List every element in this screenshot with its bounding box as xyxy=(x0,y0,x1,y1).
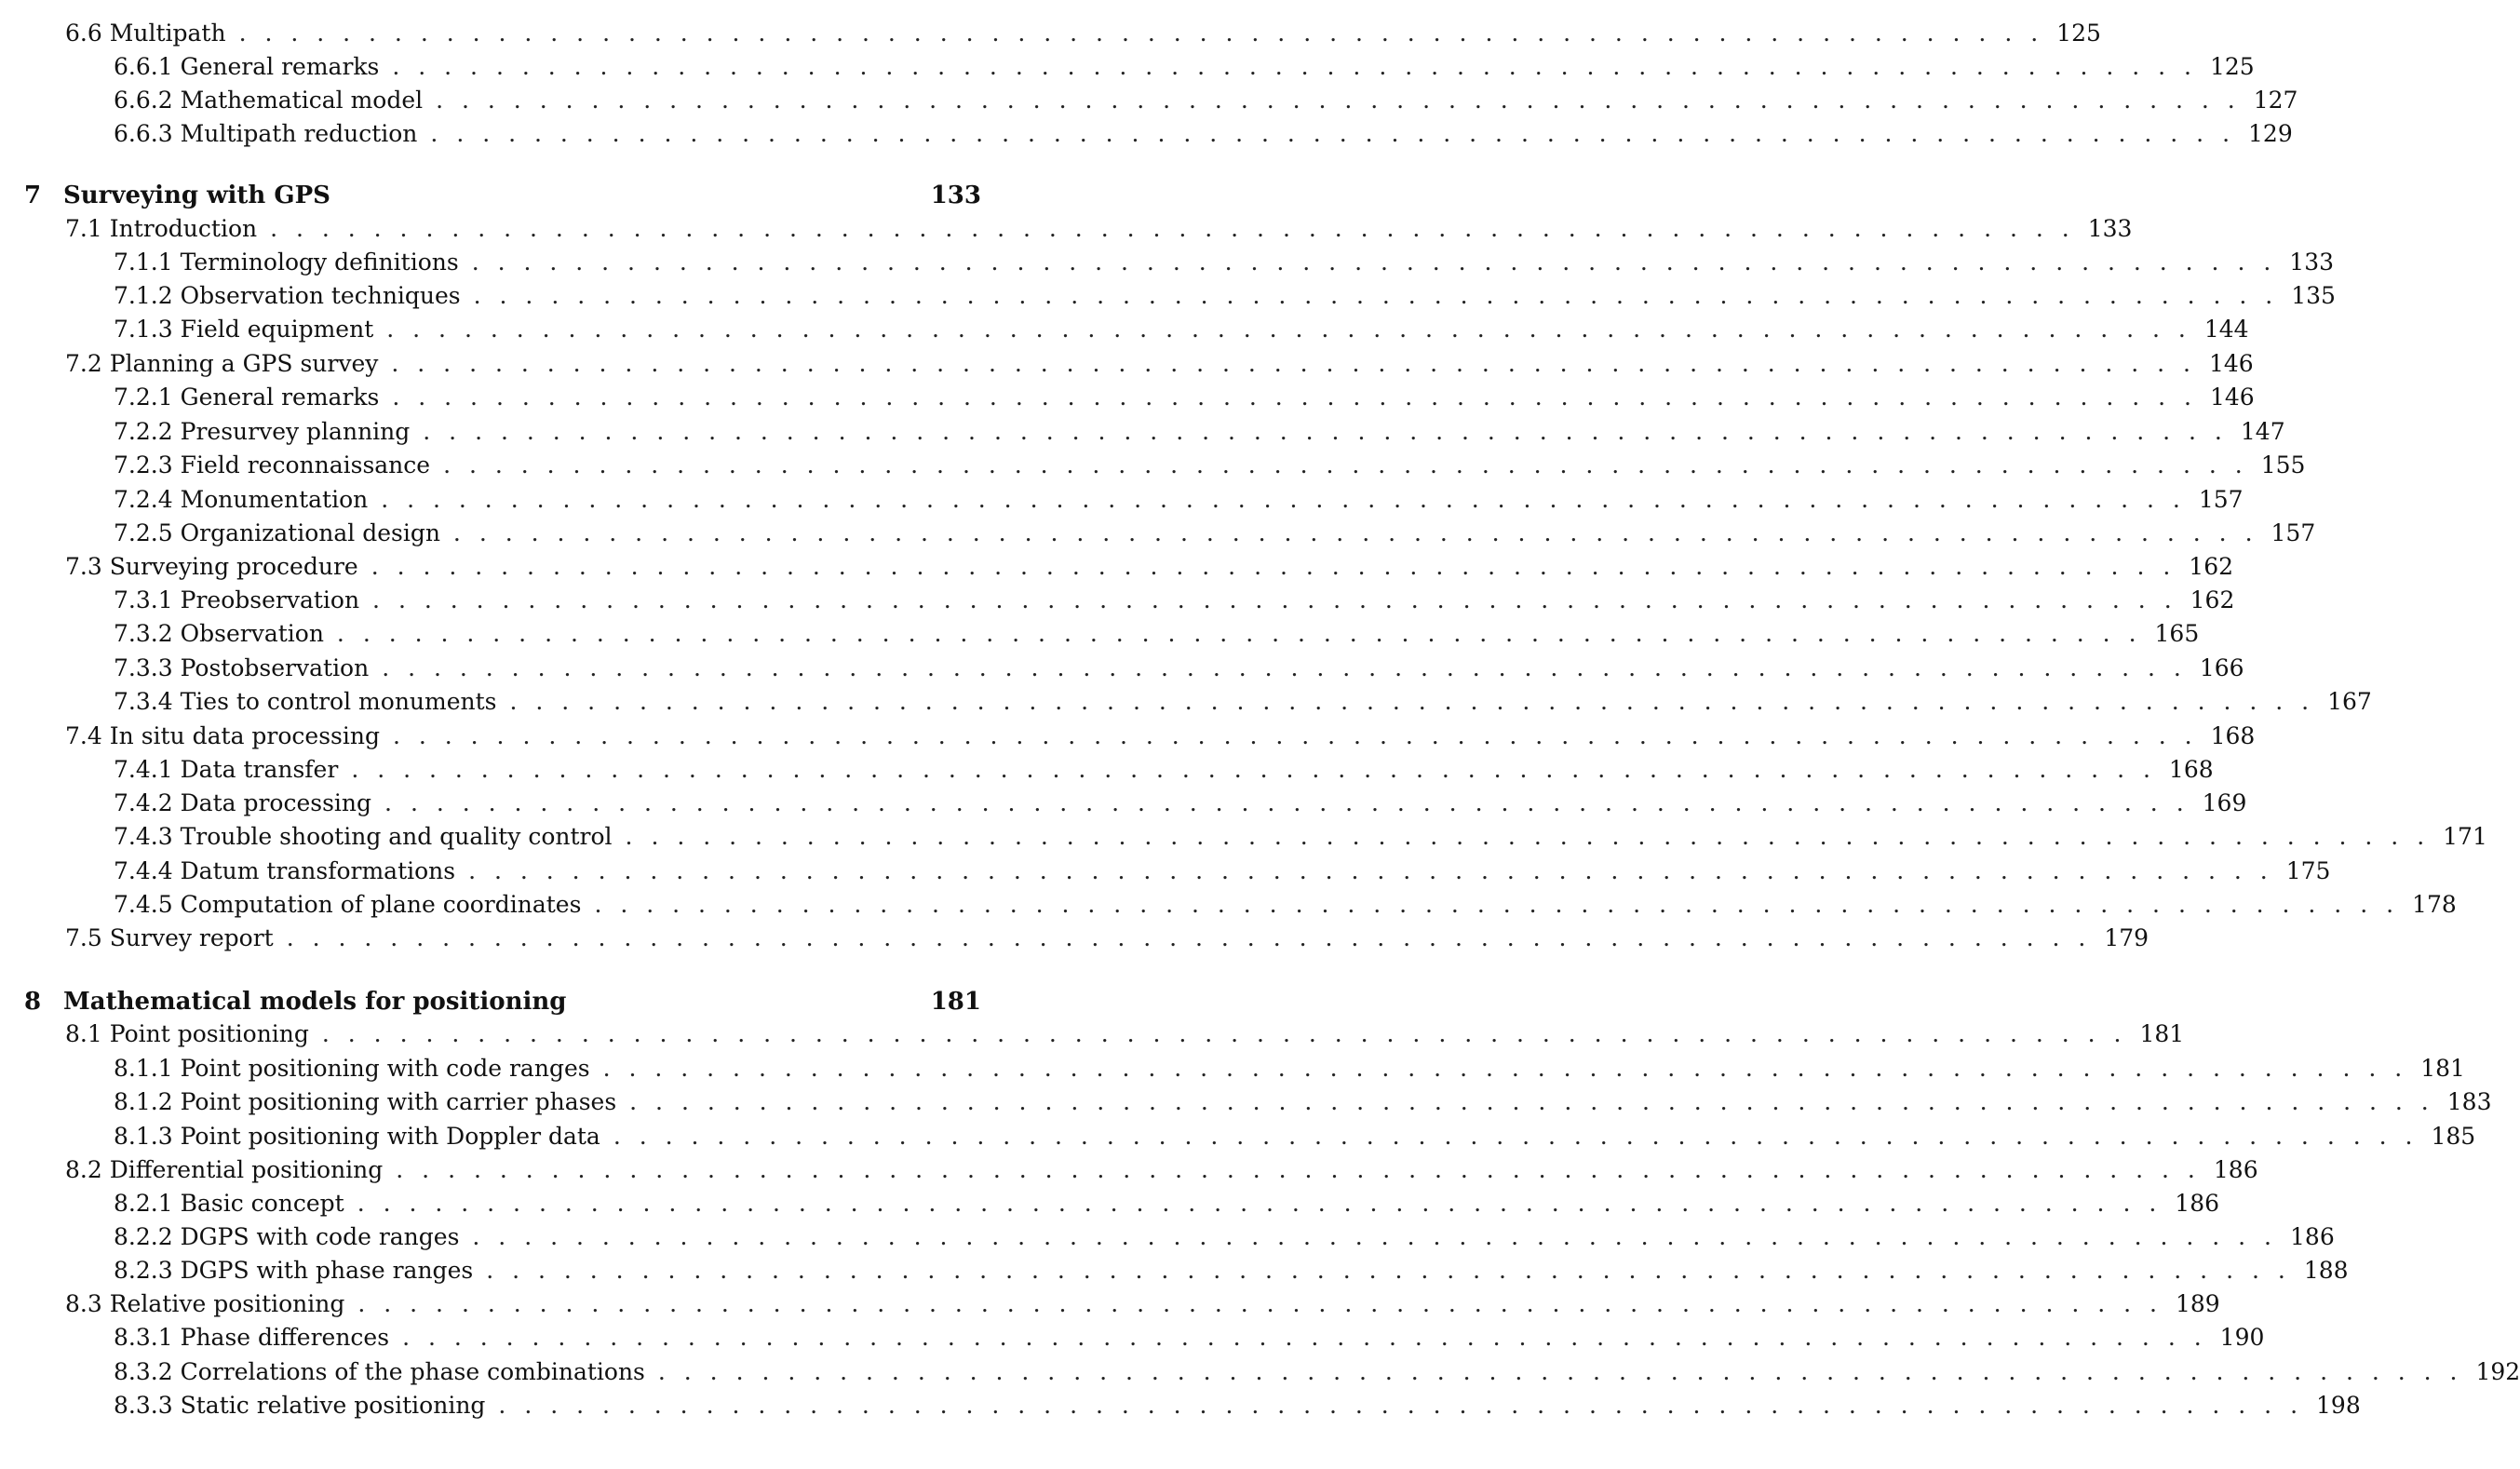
section-number: 7.1.3 xyxy=(114,316,173,343)
section-title: Field equipment xyxy=(180,316,374,343)
dot-leader: . . . . . . . . . . . . . . . . . . . . . . . . . . . . . . . . . . . . . . . . . . . . . . . . . . . . . . . . . . . . . . . . . . . . . . xyxy=(270,215,2075,242)
chapter-title: Surveying with GPS xyxy=(63,182,330,209)
section-title: Mathematical model xyxy=(180,87,424,114)
section-number: 7.2.1 xyxy=(114,384,173,411)
dot-leader: . . . . . . . . . . . . . . . . . . . . . . . . . . . . . . . . . . . . . . . . . . . . . . . . . . . . . . . . . . . . . . . . . . . . . . xyxy=(509,688,2315,715)
page-number: 179 xyxy=(2104,924,2149,951)
page-number: 146 xyxy=(2209,384,2255,411)
toc-section-row[interactable] xyxy=(0,550,2234,584)
page-number: 189 xyxy=(2175,1290,2220,1317)
dot-leader: . . . . . . . . . . . . . . . . . . . . . . . . . . . . . . . . . . . . . . . . . . . . . . . . . . . . . . . . . . . . . . . . . . . . . . xyxy=(357,1290,2163,1317)
section-title: Postobservation xyxy=(180,654,370,681)
chapter-number: 7 xyxy=(24,182,42,209)
toc-subsection-row[interactable] xyxy=(0,753,2214,787)
dot-leader: . . . . . . . . . . . . . . . . . . . . . . . . . . . . . . . . . . . . . . . . . . . . . . . . . . . . . . . . . . . . . . . . . . . . . . xyxy=(472,1223,2278,1250)
dot-leader: . . . . . . . . . . . . . . . . . . . . . . . . . . . . . . . . . . . . . . . . . . . . . . . . . . . . . . . . . . . . . . . . . . . . . . xyxy=(468,857,2273,884)
section-number: 8.3.1 xyxy=(114,1324,173,1351)
dot-leader: . . . . . . . . . . . . . . . . . . . . . . . . . . . . . . . . . . . . . . . . . . . . . . . . . . . . . . . . . . . . . . . . . . . . . . xyxy=(372,586,2177,613)
toc-subsection-row[interactable] xyxy=(0,50,2255,84)
page-number: 162 xyxy=(2190,586,2235,613)
section-title: General remarks xyxy=(180,384,380,411)
toc-subsection-row[interactable] xyxy=(0,888,2457,922)
section-number: 7.5 xyxy=(65,924,102,951)
page-number: 198 xyxy=(2316,1392,2361,1419)
section-title: Trouble shooting and quality control xyxy=(180,823,613,850)
toc-section-row[interactable] xyxy=(0,17,2101,50)
section-number: 7.4.2 xyxy=(114,789,173,816)
page-number: 146 xyxy=(2209,350,2254,377)
page-number: 192 xyxy=(2475,1358,2520,1385)
section-title: Ties to control monuments xyxy=(180,688,497,715)
toc-subsection-row[interactable] xyxy=(0,617,2200,651)
section-number: 8.1.1 xyxy=(114,1055,173,1082)
page-number: 165 xyxy=(2154,620,2200,647)
page-number: 171 xyxy=(2443,823,2487,850)
page-number: 185 xyxy=(2431,1123,2476,1150)
section-title: Multipath reduction xyxy=(180,120,418,147)
dot-leader: . . . . . . . . . . . . . . . . . . . . . . . . . . . . . . . . . . . . . . . . . . . . . . . . . . . . . . . . . . . . . . . . . . . . . . xyxy=(443,451,2248,478)
section-title: Introduction xyxy=(109,215,258,242)
section-number: 8.2.2 xyxy=(114,1223,173,1250)
dot-leader: . . . . . . . . . . . . . . . . . . . . . . . . . . . . . . . . . . . . . . . . . . . . . . . . . . . . . . . . . . . . . . . . . . . . . . xyxy=(286,924,2092,951)
toc-subsection-row[interactable] xyxy=(0,855,2331,888)
section-number: 8.2.1 xyxy=(114,1190,173,1217)
toc-subsection-row[interactable] xyxy=(0,246,2335,279)
section-title: Preobservation xyxy=(180,586,360,613)
toc-subsection-row[interactable] xyxy=(0,84,2298,117)
dot-leader: . . . . . . . . . . . . . . . . . . . . . . . . . . . . . . . . . . . . . . . . . . . . . . . . . . . . . . . . . . . . . . . . . . . . . . xyxy=(436,87,2241,114)
dot-leader: . . . . . . . . . . . . . . . . . . . . . . . . . . . . . . . . . . . . . . . . . . . . . . . . . . . . . . . . . . . . . . . . . . . . . . xyxy=(423,418,2228,445)
section-number: 6.6.2 xyxy=(114,87,173,114)
page-number: 175 xyxy=(2285,857,2331,884)
toc-subsection-row[interactable] xyxy=(0,1355,2520,1389)
page-number: 181 xyxy=(2420,1055,2465,1082)
section-title: Static relative positioning xyxy=(180,1392,486,1419)
toc-subsection-row[interactable] xyxy=(0,483,2244,517)
page-number: 186 xyxy=(2175,1190,2220,1217)
section-title: Observation techniques xyxy=(180,282,461,309)
page-number: 127 xyxy=(2253,87,2298,114)
section-number: 6.6.3 xyxy=(114,120,173,147)
page-number: 133 xyxy=(2289,249,2335,276)
toc-subsection-row[interactable] xyxy=(0,787,2247,820)
toc-section-row[interactable] xyxy=(0,922,2149,955)
page-number: 155 xyxy=(2260,451,2306,478)
toc-subsection-row[interactable] xyxy=(0,1120,2476,1153)
dot-leader: . . . . . . . . . . . . . . . . . . . . . . . . . . . . . . . . . . . . . . . . . . . . . . . . . . . . . . . . . . . . . . . . . . . . . . xyxy=(392,722,2198,749)
section-title: Presurvey planning xyxy=(180,418,411,445)
toc-subsection-row[interactable] xyxy=(0,415,2285,449)
page-number: 125 xyxy=(2209,53,2255,80)
toc-subsection-row[interactable] xyxy=(0,820,2487,854)
page-number: 133 xyxy=(2087,215,2133,242)
section-number: 8.1.3 xyxy=(114,1123,173,1150)
page-number: 186 xyxy=(2290,1223,2335,1250)
toc-subsection-row[interactable] xyxy=(0,1389,2361,1422)
section-number: 7.4 xyxy=(65,722,102,749)
page-number: 166 xyxy=(2199,654,2244,681)
dot-leader: . . . . . . . . . . . . . . . . . . . . . . . . . . . . . . . . . . . . . . . . . . . . . . . . . . . . . . . . . . . . . . . . . . . . . . xyxy=(392,53,2197,80)
section-title: Differential positioning xyxy=(109,1156,384,1183)
dot-leader: . . . . . . . . . . . . . . . . . . . . . . . . . . . . . . . . . . . . . . . . . . . . . . . . . . . . . . . . . . . . . . . . . . . . . . xyxy=(351,756,2156,783)
section-title: DGPS with phase ranges xyxy=(180,1257,474,1284)
section-number: 7.2.5 xyxy=(114,519,173,546)
toc-subsection-row[interactable] xyxy=(0,313,2249,346)
page-number: 157 xyxy=(2271,519,2316,546)
section-number: 7.3.4 xyxy=(114,688,173,715)
dot-leader: . . . . . . . . . . . . . . . . . . . . . . . . . . . . . . . . . . . . . . . . . . . . . . . . . . . . . . . . . . . . . . . . . . . . . . xyxy=(381,486,2186,513)
page-number: 188 xyxy=(2303,1257,2349,1284)
dot-leader: . . . . . . . . . . . . . . . . . . . . . . . . . . . . . . . . . . . . . . . . . . . . . . . . . . . . . . . . . . . . . . . . . . . . . . xyxy=(430,120,2236,147)
page-number: 169 xyxy=(2202,789,2247,816)
section-number: 7.4.4 xyxy=(114,857,173,884)
section-title: Point positioning with Doppler data xyxy=(180,1123,600,1150)
section-number: 7.1.2 xyxy=(114,282,173,309)
section-title: Data processing xyxy=(180,789,372,816)
page-number: 168 xyxy=(2168,756,2214,783)
page-number: 186 xyxy=(2213,1156,2258,1183)
page-number: 135 xyxy=(2291,282,2336,309)
section-number: 7.2.2 xyxy=(114,418,173,445)
chapter-number: 8 xyxy=(24,988,42,1016)
section-number: 7.4.1 xyxy=(114,756,173,783)
section-number: 8.2 xyxy=(65,1156,102,1183)
page-number: 147 xyxy=(2240,418,2285,445)
section-number: 6.6.1 xyxy=(114,53,173,80)
page-number: 178 xyxy=(2412,891,2457,918)
dot-leader: . . . . . . . . . . . . . . . . . . . . . . . . . . . . . . . . . . . . . . . . . . . . . . . . . . . . . . . . . . . . . . . . . . . . . . xyxy=(594,891,2400,918)
section-title: Field reconnaissance xyxy=(180,451,431,478)
toc-subsection-row[interactable] xyxy=(0,1220,2335,1254)
dot-leader: . . . . . . . . . . . . . . . . . . . . . . . . . . . . . . . . . . . . . . . . . . . . . . . . . . . . . . . . . . . . . . . . . . . . . . xyxy=(471,249,2277,276)
toc-section-row[interactable] xyxy=(0,347,2254,381)
toc-subsection-row[interactable] xyxy=(0,117,2293,151)
page-number: 125 xyxy=(2056,20,2101,47)
page-number: 181 xyxy=(2139,1020,2185,1047)
section-title: Relative positioning xyxy=(109,1290,345,1317)
toc-subsection-row[interactable] xyxy=(0,584,2235,617)
section-number: 7.2.4 xyxy=(114,486,173,513)
toc-chapter-row[interactable] xyxy=(0,985,1041,1018)
page-number: 162 xyxy=(2189,553,2234,580)
toc-subsection-row[interactable] xyxy=(0,652,2244,685)
toc-section-row[interactable] xyxy=(0,212,2133,246)
section-number: 7.3.2 xyxy=(114,620,173,647)
dot-leader: . . . . . . . . . . . . . . . . . . . . . . . . . . . . . . . . . . . . . . . . . . . . . . . . . . . . . . . . . . . . . . . . . . . . . . xyxy=(391,350,2196,377)
toc-subsection-row[interactable] xyxy=(0,685,2372,719)
section-number: 7.4.3 xyxy=(114,823,173,850)
section-number: 7.1 xyxy=(65,215,102,242)
section-title: Planning a GPS survey xyxy=(109,350,379,377)
page-number: 157 xyxy=(2198,486,2244,513)
toc-subsection-row[interactable] xyxy=(0,449,2306,482)
page-number: 168 xyxy=(2210,722,2256,749)
dot-leader: . . . . . . . . . . . . . . . . . . . . . . . . . . . . . . . . . . . . . . . . . . . . . . . . . . . . . . . . . . . . . . . . . . . . . . xyxy=(384,789,2190,816)
section-title: Surveying procedure xyxy=(109,553,358,580)
section-title: Phase differences xyxy=(180,1324,390,1351)
section-number: 8.1 xyxy=(65,1020,102,1047)
section-title: DGPS with code ranges xyxy=(180,1223,460,1250)
dot-leader: . . . . . . . . . . . . . . . . . . . . . . . . . . . . . . . . . . . . . . . . . . . . . . . . . . . . . . . . . . . . . . . . . . . . . . xyxy=(396,1156,2201,1183)
page-number: 144 xyxy=(2203,316,2249,343)
section-title: Survey report xyxy=(109,924,274,951)
section-number: 8.1.2 xyxy=(114,1088,173,1115)
section-title: Correlations of the phase combinations xyxy=(180,1358,645,1385)
toc-chapter-row[interactable] xyxy=(0,179,1041,212)
section-title: Computation of plane coordinates xyxy=(180,891,582,918)
section-title: Organizational design xyxy=(180,519,440,546)
toc-subsection-row[interactable] xyxy=(0,1321,2265,1354)
section-number: 8.3.3 xyxy=(114,1392,173,1419)
dot-leader: . . . . . . . . . . . . . . . . . . . . . . . . . . . . . . . . . . . . . . . . . . . . . . . . . . . . . . . . . . . . . . . . . . . . . . xyxy=(629,1088,2434,1115)
page-number: 190 xyxy=(2219,1324,2265,1351)
section-number: 7.1.1 xyxy=(114,249,173,276)
section-title: In situ data processing xyxy=(109,722,380,749)
section-title: Basic concept xyxy=(180,1190,344,1217)
dot-leader: . . . . . . . . . . . . . . . . . . . . . . . . . . . . . . . . . . . . . . . . . . . . . . . . . . . . . . . . . . . . . . . . . . . . . . xyxy=(382,654,2187,681)
toc-section-row[interactable] xyxy=(0,720,2256,753)
toc-subsection-row[interactable] xyxy=(0,279,2336,313)
toc-subsection-row[interactable] xyxy=(0,1254,2349,1287)
page-number: 183 xyxy=(2446,1088,2492,1115)
section-number: 8.3 xyxy=(65,1290,102,1317)
dot-leader: . . . . . . . . . . . . . . . . . . . . . . . . . . . . . . . . . . . . . . . . . . . . . . . . . . . . . . . . . . . . . . . . . . . . . . xyxy=(473,282,2279,309)
toc-section-row[interactable] xyxy=(0,1153,2258,1187)
dot-leader: . . . . . . . . . . . . . . . . . . . . . . . . . . . . . . . . . . . . . . . . . . . . . . . . . . . . . . . . . . . . . . . . . . . . . . xyxy=(498,1392,2304,1419)
section-title: Terminology definitions xyxy=(180,249,459,276)
dot-leader: . . . . . . . . . . . . . . . . . . . . . . . . . . . . . . . . . . . . . . . . . . . . . . . . . . . . . . . . . . . . . . . . . . . . . . xyxy=(486,1257,2291,1284)
dot-leader: . . . . . . . . . . . . . . . . . . . . . . . . . . . . . . . . . . . . . . . . . . . . . . . . . . . . . . . . . . . . . . . . . . . . . . xyxy=(452,519,2258,546)
section-title: General remarks xyxy=(180,53,380,80)
section-title: Monumentation xyxy=(180,486,369,513)
dot-leader: . . . . . . . . . . . . . . . . . . . . . . . . . . . . . . . . . . . . . . . . . . . . . . . . . . . . . . . . . . . . . . . . . . . . . . xyxy=(602,1055,2408,1082)
section-number: 7.2.3 xyxy=(114,451,173,478)
section-title: Data transfer xyxy=(180,756,339,783)
section-title: Point positioning xyxy=(109,1020,309,1047)
page-number: 133 xyxy=(930,182,981,209)
page-number: 129 xyxy=(2248,120,2293,147)
dot-leader: . . . . . . . . . . . . . . . . . . . . . . . . . . . . . . . . . . . . . . . . . . . . . . . . . . . . . . . . . . . . . . . . . . . . . . xyxy=(392,384,2197,411)
dot-leader: . . . . . . . . . . . . . . . . . . . . . . . . . . . . . . . . . . . . . . . . . . . . . . . . . . . . . . . . . . . . . . . . . . . . . . xyxy=(336,620,2142,647)
chapter-title: Mathematical models for positioning xyxy=(63,988,567,1016)
section-title: Point positioning with carrier phases xyxy=(180,1088,617,1115)
section-number: 8.3.2 xyxy=(114,1358,173,1385)
section-title: Datum transformations xyxy=(180,857,456,884)
toc-subsection-row[interactable] xyxy=(0,1085,2492,1119)
section-title: Observation xyxy=(180,620,324,647)
section-number: 7.3.3 xyxy=(114,654,173,681)
dot-leader: . . . . . . . . . . . . . . . . . . . . . . . . . . . . . . . . . . . . . . . . . . . . . . . . . . . . . . . . . . . . . . . . . . . . . . xyxy=(357,1190,2163,1217)
toc-subsection-row[interactable] xyxy=(0,1187,2220,1220)
dot-leader: . . . . . . . . . . . . . . . . . . . . . . . . . . . . . . . . . . . . . . . . . . . . . . . . . . . . . . . . . . . . . . . . . . . . . . xyxy=(625,823,2431,850)
page-number: 167 xyxy=(2327,688,2372,715)
section-number: 7.2 xyxy=(65,350,102,377)
section-number: 7.3 xyxy=(65,553,102,580)
page-number: 181 xyxy=(930,988,981,1016)
dot-leader: . . . . . . . . . . . . . . . . . . . . . . . . . . . . . . . . . . . . . . . . . . . . . . . . . . . . . . . . . . . . . . . . . . . . . . xyxy=(657,1358,2463,1385)
toc-subsection-row[interactable] xyxy=(0,1052,2465,1085)
dot-leader: . . . . . . . . . . . . . . . . . . . . . . . . . . . . . . . . . . . . . . . . . . . . . . . . . . . . . . . . . . . . . . . . . . . . . . xyxy=(613,1123,2419,1150)
toc-subsection-row[interactable] xyxy=(0,517,2316,550)
section-number: 7.3.1 xyxy=(114,586,173,613)
dot-leader: . . . . . . . . . . . . . . . . . . . . . . . . . . . . . . . . . . . . . . . . . . . . . . . . . . . . . . . . . . . . . . . . . . . . . . xyxy=(371,553,2176,580)
dot-leader: . . . . . . . . . . . . . . . . . . . . . . . . . . . . . . . . . . . . . . . . . . . . . . . . . . . . . . . . . . . . . . . . . . . . . . xyxy=(386,316,2191,343)
toc-section-row[interactable] xyxy=(0,1018,2185,1051)
section-title: Multipath xyxy=(109,20,226,47)
dot-leader: . . . . . . . . . . . . . . . . . . . . . . . . . . . . . . . . . . . . . . . . . . . . . . . . . . . . . . . . . . . . . . . . . . . . . . xyxy=(402,1324,2207,1351)
dot-leader: . . . . . . . . . . . . . . . . . . . . . . . . . . . . . . . . . . . . . . . . . . . . . . . . . . . . . . . . . . . . . . . . . . . . . . xyxy=(238,20,2044,47)
section-number: 6.6 xyxy=(65,20,102,47)
section-title: Point positioning with code ranges xyxy=(180,1055,590,1082)
toc-section-row[interactable] xyxy=(0,1287,2220,1321)
section-number: 8.2.3 xyxy=(114,1257,173,1284)
section-number: 7.4.5 xyxy=(114,891,173,918)
toc-subsection-row[interactable] xyxy=(0,381,2255,414)
dot-leader: . . . . . . . . . . . . . . . . . . . . . . . . . . . . . . . . . . . . . . . . . . . . . . . . . . . . . . . . . . . . . . . . . . . . . . xyxy=(321,1020,2127,1047)
